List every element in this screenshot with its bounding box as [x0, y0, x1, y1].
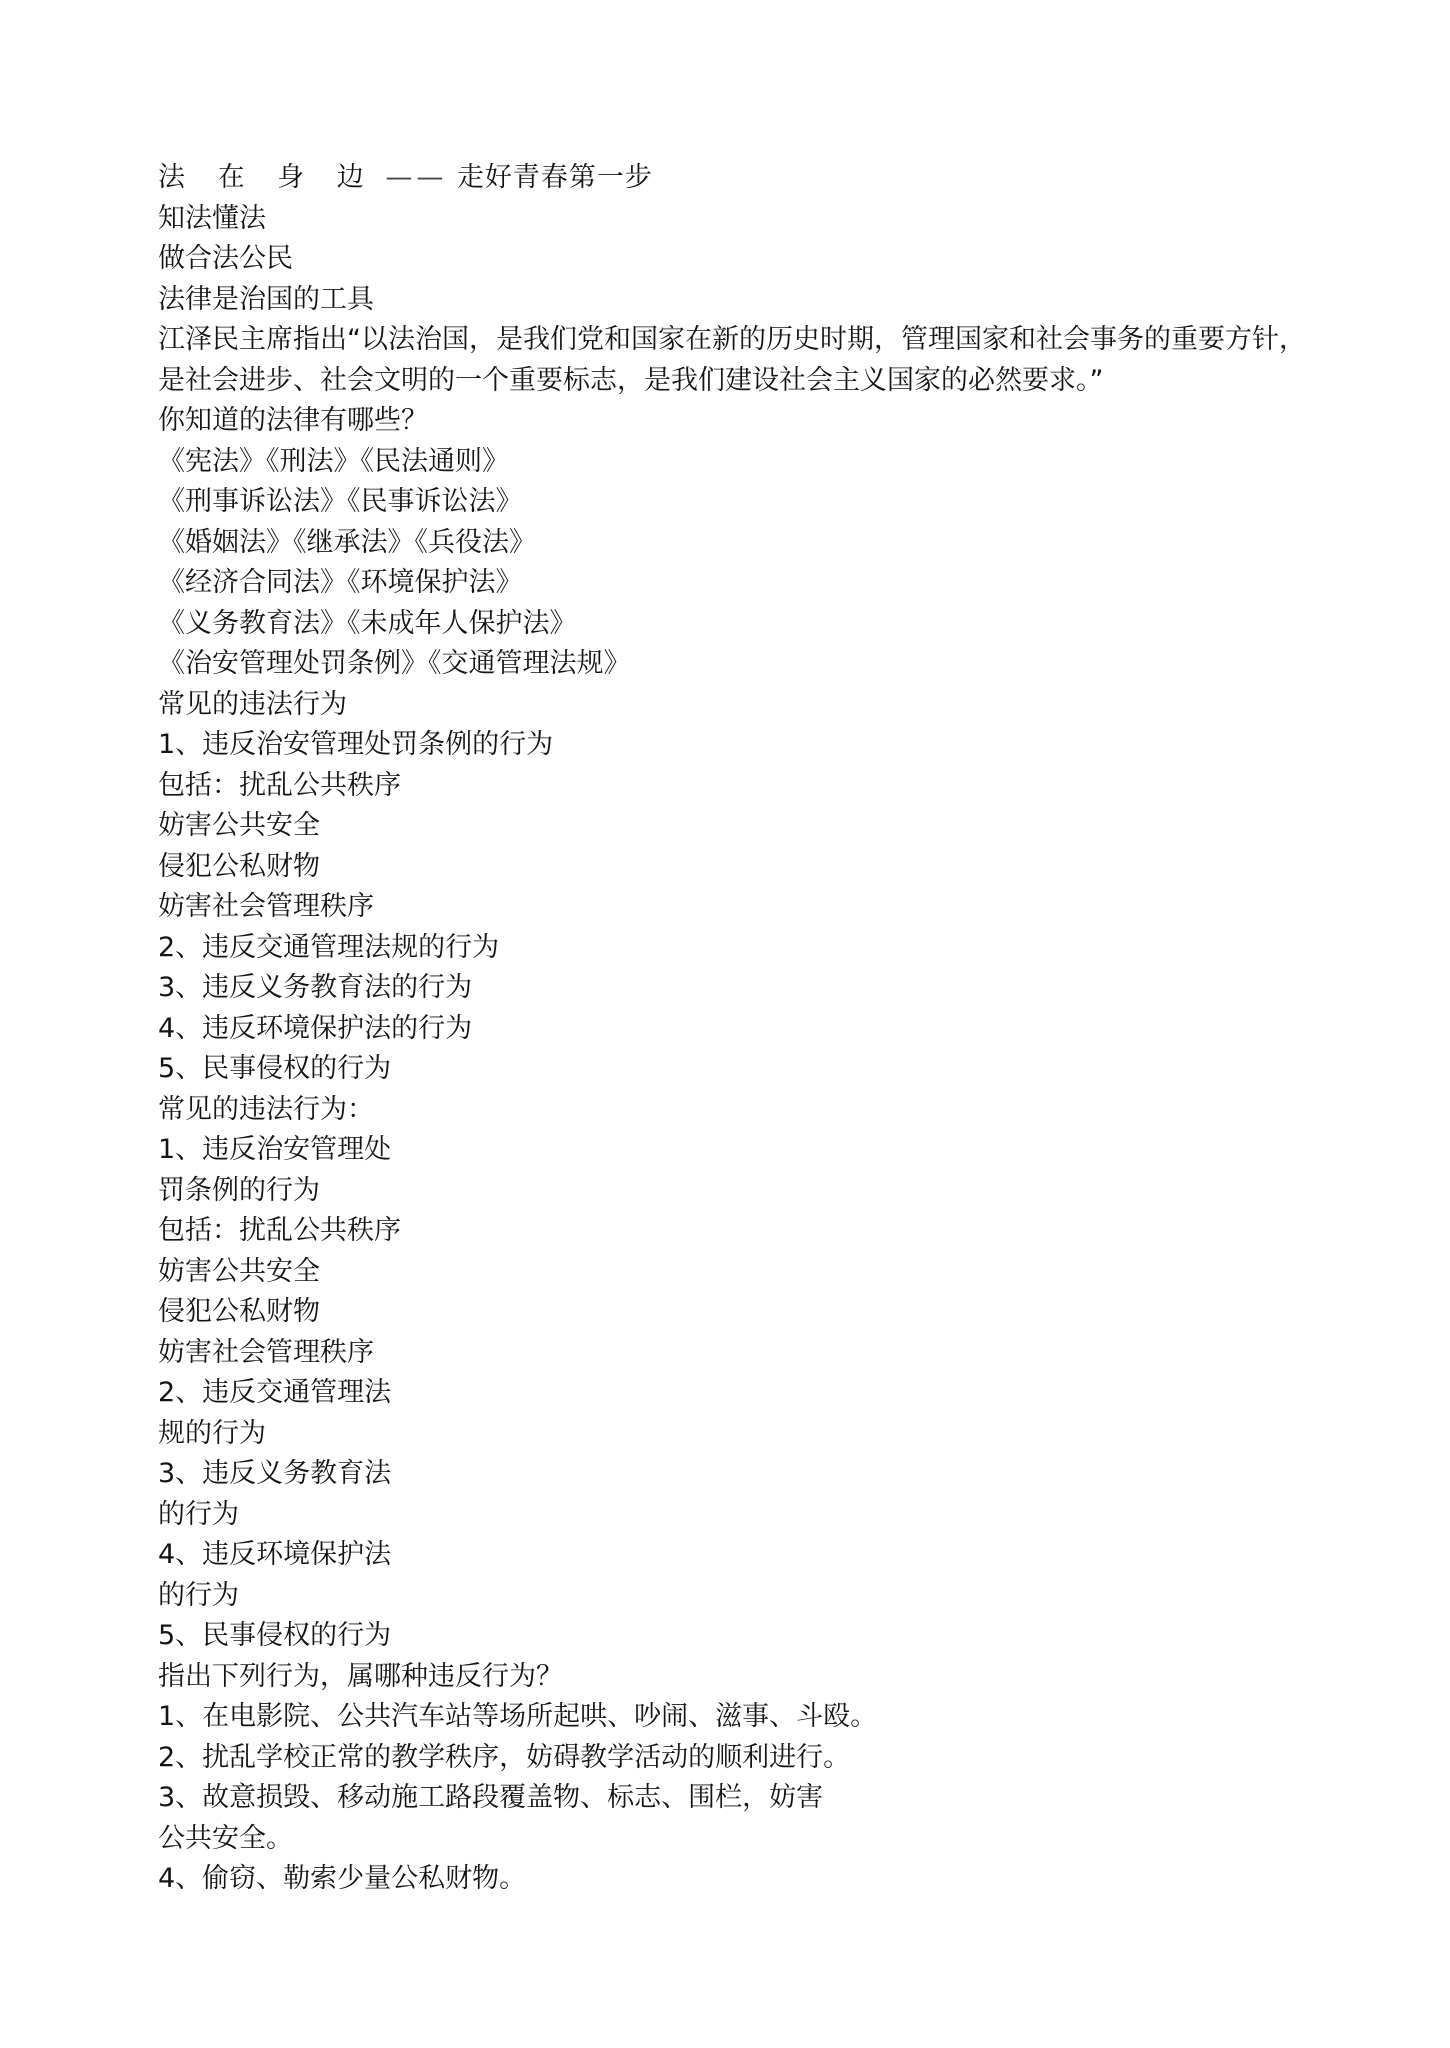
text-line: 3、故意损毁、移动施工路段覆盖物、标志、围栏，妨害	[158, 1782, 824, 1813]
section-heading: 你知道的法律有哪些？	[158, 405, 428, 436]
law-list-item: 《治安管理处罚条例》《交通管理法规》	[158, 648, 631, 679]
text-line: 2、违反交通管理法规的行为	[158, 931, 500, 963]
text-line: 妨害公共安全	[158, 810, 320, 841]
text-line: 1、违反治安管理处罚条例的行为	[158, 729, 554, 760]
text-line: 4、违反环境保护法	[158, 1539, 392, 1570]
text-line: 罚条例的行为	[158, 1174, 320, 1206]
text-line: 妨害社会管理秩序	[158, 891, 374, 922]
law-list-item: 《宪法》《刑法》《民法通则》	[158, 445, 509, 477]
text-line: 公共安全。	[158, 1822, 293, 1854]
law-list-item: 《义务教育法》《未成年人保护法》	[158, 607, 577, 639]
text-line: 1、违反治安管理处	[158, 1134, 392, 1165]
law-list-item: 《刑事诉讼法》《民事诉讼法》	[158, 486, 523, 517]
text-line: 的行为	[158, 1579, 239, 1611]
law-list-item: 《经济合同法》《环境保护法》	[158, 567, 523, 598]
text-line: 5、民事侵权的行为	[158, 1053, 392, 1084]
law-list-item: 《婚姻法》《继承法》《兵役法》	[158, 526, 536, 558]
text-line: 1、在电影院、公共汽车站等场所起哄、吵闹、滋事、斗殴。	[158, 1701, 878, 1732]
text-line: 4、违反环境保护法的行为	[158, 1012, 473, 1044]
text-line: 规的行为	[158, 1417, 266, 1449]
document-body	[158, 158, 1338, 1900]
text-line: 2、扰乱学校正常的教学秩序，妨碍教学活动的顺利进行。	[158, 1741, 851, 1773]
text-line: 侵犯公私财物	[158, 1296, 320, 1327]
text-line: 妨害社会管理秩序	[158, 1336, 374, 1368]
quote-line: 是社会进步、社会文明的一个重要标志，是我们建设社会主义国家的必然要求。”	[158, 364, 1104, 396]
title-dash: ——	[385, 162, 448, 193]
text-line: 妨害公共安全	[158, 1255, 320, 1287]
quote-line: 江泽民主席指出“以法治国，是我们党和国家在新的历史时期，管理国家和社会事务的重要方针，	[158, 324, 1306, 355]
text-line: 侵犯公私财物	[158, 850, 320, 882]
text-line: 的行为	[158, 1498, 239, 1530]
section-heading: 常见的违法行为	[158, 688, 347, 720]
text-line: 4、偷窃、勒索少量公私财物。	[158, 1863, 527, 1894]
text-line: 3、违反义务教育法的行为	[158, 972, 473, 1003]
document-title	[158, 158, 1338, 199]
text-line: 2、违反交通管理法	[158, 1377, 392, 1408]
text-line: 包括：扰乱公共秩序	[158, 769, 401, 801]
text-line: 5、民事侵权的行为	[158, 1620, 392, 1651]
text-line: 包括：扰乱公共秩序	[158, 1215, 401, 1246]
title-part-1: 法 在 身 边	[158, 162, 376, 193]
section-heading: 指出下列行为，属哪种违反行为？	[158, 1660, 563, 1692]
section-heading: 法律是治国的工具	[158, 283, 374, 315]
section-heading: 常见的违法行为：	[158, 1093, 374, 1125]
title-part-2: 走好青春第一步	[456, 162, 653, 193]
text-line: 做合法公民	[158, 243, 293, 274]
text-line: 知法懂法	[158, 202, 266, 234]
text-line: 3、违反义务教育法	[158, 1458, 392, 1489]
